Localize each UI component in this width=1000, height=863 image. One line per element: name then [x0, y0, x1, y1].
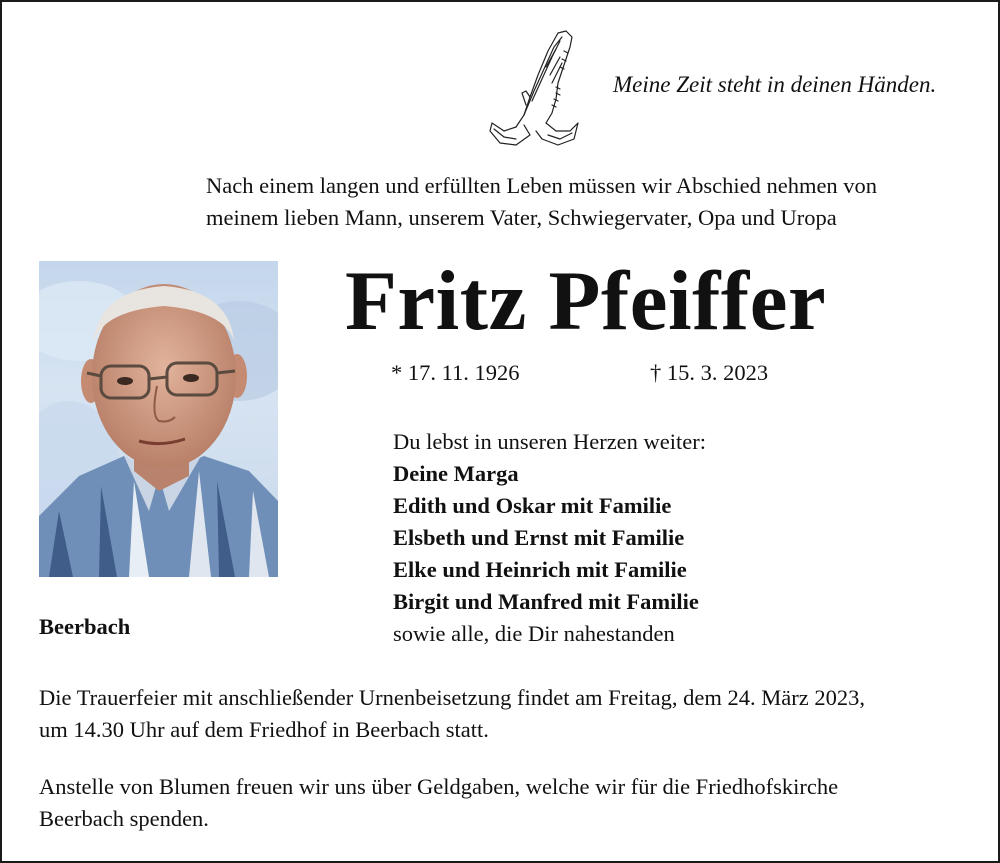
funeral-info [39, 682, 984, 746]
intro-line: Nach einem langen und erfüllten Leben müssen wir Abschied nehmen von [206, 173, 878, 198]
mourners-closing: sowie alle, die Dir nahestanden [393, 621, 675, 646]
intro-text [206, 170, 986, 234]
mourners-intro: Du lebst in unseren Herzen weiter: [393, 429, 707, 454]
mourner-name: Birgit und Manfred mit Familie [393, 589, 699, 614]
funeral-line: Die Trauerfeier mit anschließender Urnenbeisetzung findet am Freitag, dem 24. März 2023, [39, 685, 865, 710]
birth-date: * 17. 11. 1926 [391, 360, 520, 385]
donation-note [39, 771, 984, 835]
donation-line: Beerbach spenden. [39, 806, 209, 831]
deceased-name: Fritz Pfeiffer [345, 254, 827, 348]
mourner-name: Elsbeth und Ernst mit Familie [393, 525, 685, 550]
funeral-line: um 14.30 Uhr auf dem Friedhof in Beerbach statt. [39, 717, 489, 742]
mourners-list [393, 426, 706, 650]
portrait-photo [39, 261, 278, 577]
mourner-name: Deine Marga [393, 461, 519, 486]
intro-line: meinem lieben Mann, unserem Vater, Schwiegervater, Opa und Uropa [206, 205, 837, 230]
motto-verse: Meine Zeit steht in deinen Händen. [613, 72, 937, 97]
praying-hands-icon [486, 27, 582, 147]
death-date: † 15. 3. 2023 [650, 360, 769, 385]
place-name: Beerbach [39, 614, 131, 639]
donation-line: Anstelle von Blumen freuen wir uns über Geldgaben, welche wir für die Friedhofskirche [39, 774, 839, 799]
mourner-name: Elke und Heinrich mit Familie [393, 557, 687, 582]
mourner-name: Edith und Oskar mit Familie [393, 493, 672, 518]
